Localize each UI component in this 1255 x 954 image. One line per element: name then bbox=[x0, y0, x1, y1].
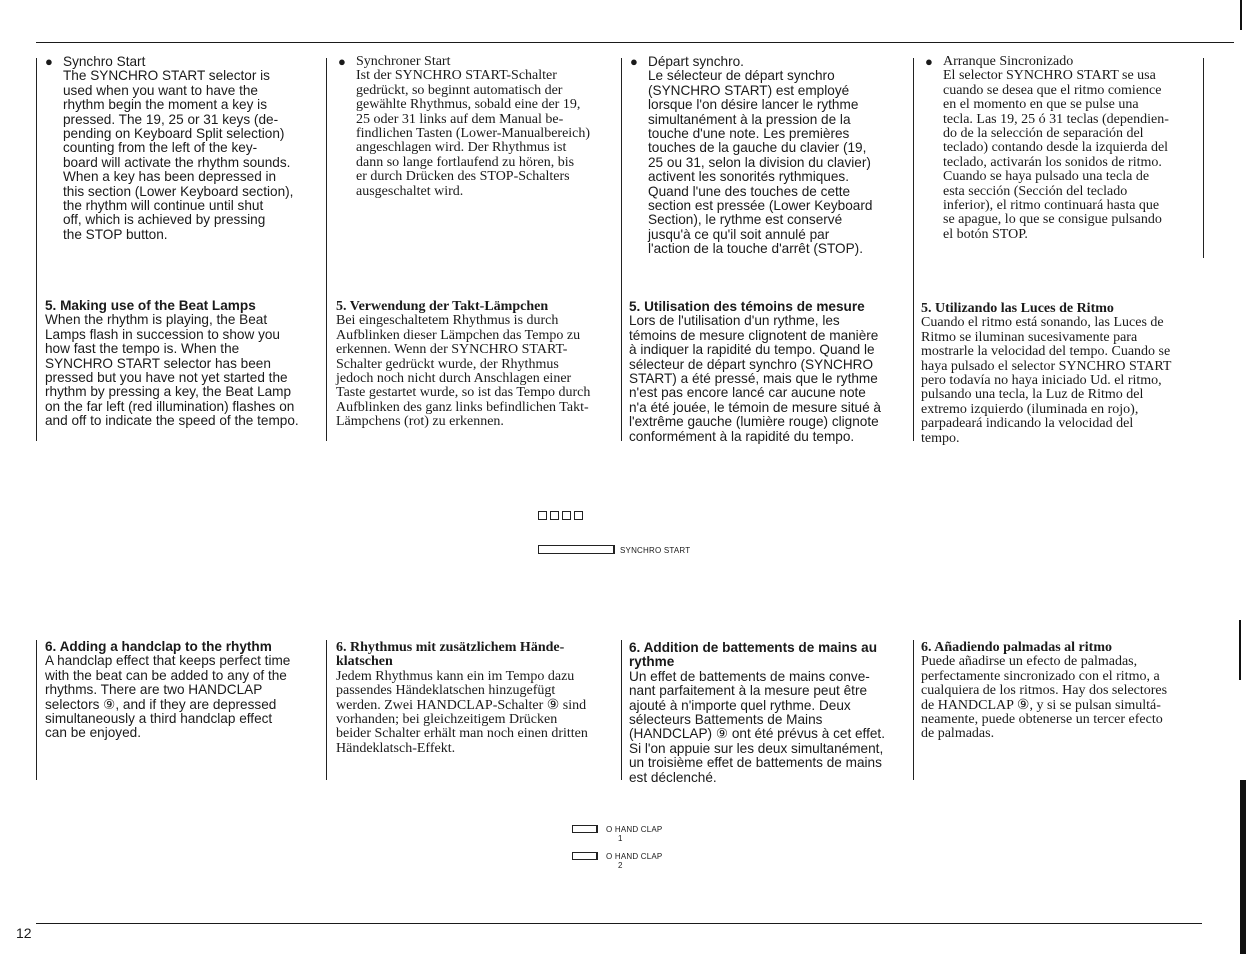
english-synchro-section bbox=[45, 55, 320, 242]
handclap-2-label: O HAND CLAP bbox=[606, 852, 663, 861]
section-heading: 5. Making use of the Beat Lamps bbox=[45, 298, 256, 313]
column-divider bbox=[913, 640, 914, 780]
section-heading: 5. Utilizando las Luces de Ritmo bbox=[921, 301, 1114, 316]
section-title: Synchroner Start bbox=[356, 54, 451, 69]
french-beat-section bbox=[629, 300, 911, 444]
spanish-handclap-section bbox=[921, 641, 1201, 742]
section-body: A handclap effect that keeps perfect time with the beat can be added to any of the rhythms. There are two HANDCLAP selectors ⑨, and if they are depressed simultaneously a third handclap effect can be enjoyed. bbox=[45, 653, 291, 741]
handclap-2-switch-icon bbox=[572, 852, 598, 860]
section-body: Lors de l'utilisation d'un rythme, les témoins de mesure clignotent de manière à indiquer la rapidité du tempo. Quand le sélecteur de départ synchro (SYNCHRO START) a été pressé, mais que le rythme n'est pas encore lancé car aucune note n'a été jouée, le témoin de mesure situé à l'extrême gauche (lumière rouge) clignote conformément à la rapidité du tempo. bbox=[629, 313, 881, 444]
section-title: Synchro Start bbox=[63, 54, 146, 69]
german-beat-section bbox=[336, 300, 618, 430]
bottom-rule bbox=[36, 923, 1202, 924]
section-body: Cuando el ritmo está sonando, las Luces de Ritmo se iluminan sucesivamente para mostrarle la velocidad del tempo. Cuando se haya pulsado el selector SYNCHRO START pero todavía no haya iniciado Ud. el ritmo, pulsando una tecla, la Luz de Ritmo del extremo izquierdo (iluminada en rojo), parpadeará indicando la velocidad del tempo. bbox=[921, 315, 1172, 446]
handclap-1-switch-icon bbox=[572, 825, 598, 833]
english-beat-section bbox=[45, 299, 320, 429]
beat-lamp-icon bbox=[574, 511, 583, 520]
column-divider bbox=[621, 640, 622, 780]
section-body: Ist der SYNCHRO START-Schalter gedrückt, so beginnt automatisch der gewählte Rhythmus, sobald eine der 19, 25 oder 31 links auf dem Manual be- findlichen Tasten (Lower-Manualbereich) angeschlagen wird. Der Rhythmus ist dann so lange fortlaufend zu hören, bis er durch Drücken des STOP-Schalters ausgeschaltet wird. bbox=[356, 68, 591, 199]
section-heading: 6. Rhythmus mit zusätzlichem Hände- klatschen bbox=[336, 640, 565, 670]
section-body: Le sélecteur de départ synchro (SYNCHRO START) est employé lorsque l'on désire lancer le rythme simultanément à la pression de la touche d'une note. Les premières touches de la gauche du clavier (19, 25 ou 31, selon la division du clavier) activent les sonorités rythmiques. Quand l'une des touches de cette section est pressée (Lower Keyboard Section), le rythme est conservé jusqu'à ce qu'il soit annulé par l'action de la touche d'arrêt (STOP). bbox=[648, 68, 873, 257]
section-body: Un effet de battements de mains conve- nant parfaitement à la mesure peut être ajouté à n'importe quel rythme. Deux sélecteurs Battements de Mains (HANDCLAP) ⑨ ont été prévus à cet effet. Si l'on appuie sur les deux simultanément, un troisième effet de battements de mains est déclenché. bbox=[629, 668, 885, 785]
section-body: When the rhythm is playing, the Beat Lamps flash in succession to show you how fast the tempo is. When the SYNCHRO START selector has been pressed but you have not yet started the rhythm by pressing a key, the Beat Lamp on the far left (red illumination) flashes on and off to indicate the speed of the tempo. bbox=[45, 312, 299, 429]
beat-lamp-icon bbox=[550, 511, 559, 520]
section-body: Bei eingeschaltetem Rhythmus is durch Aufblinken dieser Lämpchen das Tempo zu erkennen. Wenn der SYNCHRO START- Schalter gedrückt wurde, der Rhythmus jedoch noch nicht durch Anschlagen einer Taste gestartet wurde, so ist das Tempo durch Aufblinken des ganz links befindlichen Takt- Lämpchens (rot) zu erkennen. bbox=[336, 313, 591, 430]
french-synchro-section bbox=[630, 55, 910, 257]
synchro-start-switch-icon bbox=[538, 545, 615, 554]
section-body: Puede añadirse un efecto de palmadas, perfectamente sincronizado con el ritmo, a cualquiera de los ritmos. Hay dos selectores de HANDCLAP ⑨, y si se pulsan simultá- neamente, puede obtenerse un tercer efecto de palmadas. bbox=[921, 654, 1168, 742]
beat-lamp-icon bbox=[538, 511, 547, 520]
handclap-2-number: 2 bbox=[618, 861, 623, 870]
german-synchro-section bbox=[338, 55, 618, 199]
column-divider bbox=[1203, 58, 1204, 258]
bullet-icon: ● bbox=[630, 54, 638, 69]
column-divider bbox=[36, 58, 37, 441]
synchro-start-label: SYNCHRO START bbox=[620, 546, 691, 555]
column-divider bbox=[621, 58, 622, 441]
top-rule bbox=[36, 42, 1234, 43]
section-heading: 6. Añadiendo palmadas al ritmo bbox=[921, 640, 1112, 655]
section-heading: 5. Utilisation des témoins de mesure bbox=[629, 299, 865, 314]
french-handclap-section bbox=[629, 641, 911, 785]
column-divider bbox=[913, 58, 914, 441]
handclap-1-label: O HAND CLAP bbox=[606, 825, 663, 834]
handclap-1-number: 1 bbox=[618, 834, 623, 843]
column-divider bbox=[326, 58, 327, 441]
bullet-icon: ● bbox=[45, 54, 53, 69]
section-title: Arranque Sincronizado bbox=[943, 54, 1074, 69]
page-number: 12 bbox=[16, 925, 32, 941]
scan-edge-mark bbox=[1240, 780, 1246, 954]
section-heading: 6. Adding a handclap to the rhythm bbox=[45, 639, 272, 654]
section-heading: 6. Addition de battements de mains au rythme bbox=[629, 640, 877, 670]
section-title: Départ synchro. bbox=[648, 54, 744, 69]
scan-edge-mark bbox=[1239, 620, 1241, 680]
bullet-icon: ● bbox=[925, 54, 933, 69]
section-body: Jedem Rhythmus kann ein im Tempo dazu passendes Händeklatschen hinzugefügt werden. Zwei HANDCLAP-Schalter ⑨ sind vorhanden; bei gleichzeitigem Drücken beider Schalter erhält man noch einen dritten Händeklatsch-Effekt. bbox=[336, 668, 588, 756]
section-heading: 5. Verwendung der Takt-Lämpchen bbox=[336, 299, 549, 314]
section-body: The SYNCHRO START selector is used when you want to have the rhythm begin the moment a key is pressed. The 19, 25 or 31 keys (de- pending on Keyboard Split selection) counting from the left of the key- board will activate the rhythm sounds. When a key has been depressed in this section (Lower Keyboard section), the rhythm will continue until shut off, which is achieved by pressing the STOP button. bbox=[63, 68, 294, 242]
english-handclap-section bbox=[45, 640, 320, 741]
german-handclap-section bbox=[336, 641, 618, 756]
column-divider bbox=[326, 640, 327, 780]
spanish-synchro-section bbox=[925, 55, 1201, 242]
spanish-beat-section bbox=[921, 302, 1201, 446]
section-body: El selector SYNCHRO START se usa cuando se desea que el ritmo comience en el momento en que se pulse una tecla. Las 19, 25 ó 31 teclas (dependien- do de la selección de separación del teclado) contando desde la izquierda del teclado, activarán los sonidos de ritmo. Cuando se haya pulsado una tecla de esta sección (Sección del teclado inferior), el ritmo continuará hasta que se apague, lo que se consigue pulsando el botón STOP. bbox=[943, 68, 1169, 242]
beat-lamp-icon bbox=[562, 511, 571, 520]
scan-edge-mark bbox=[1240, 0, 1242, 30]
bullet-icon: ● bbox=[338, 54, 346, 69]
column-divider bbox=[36, 640, 37, 780]
